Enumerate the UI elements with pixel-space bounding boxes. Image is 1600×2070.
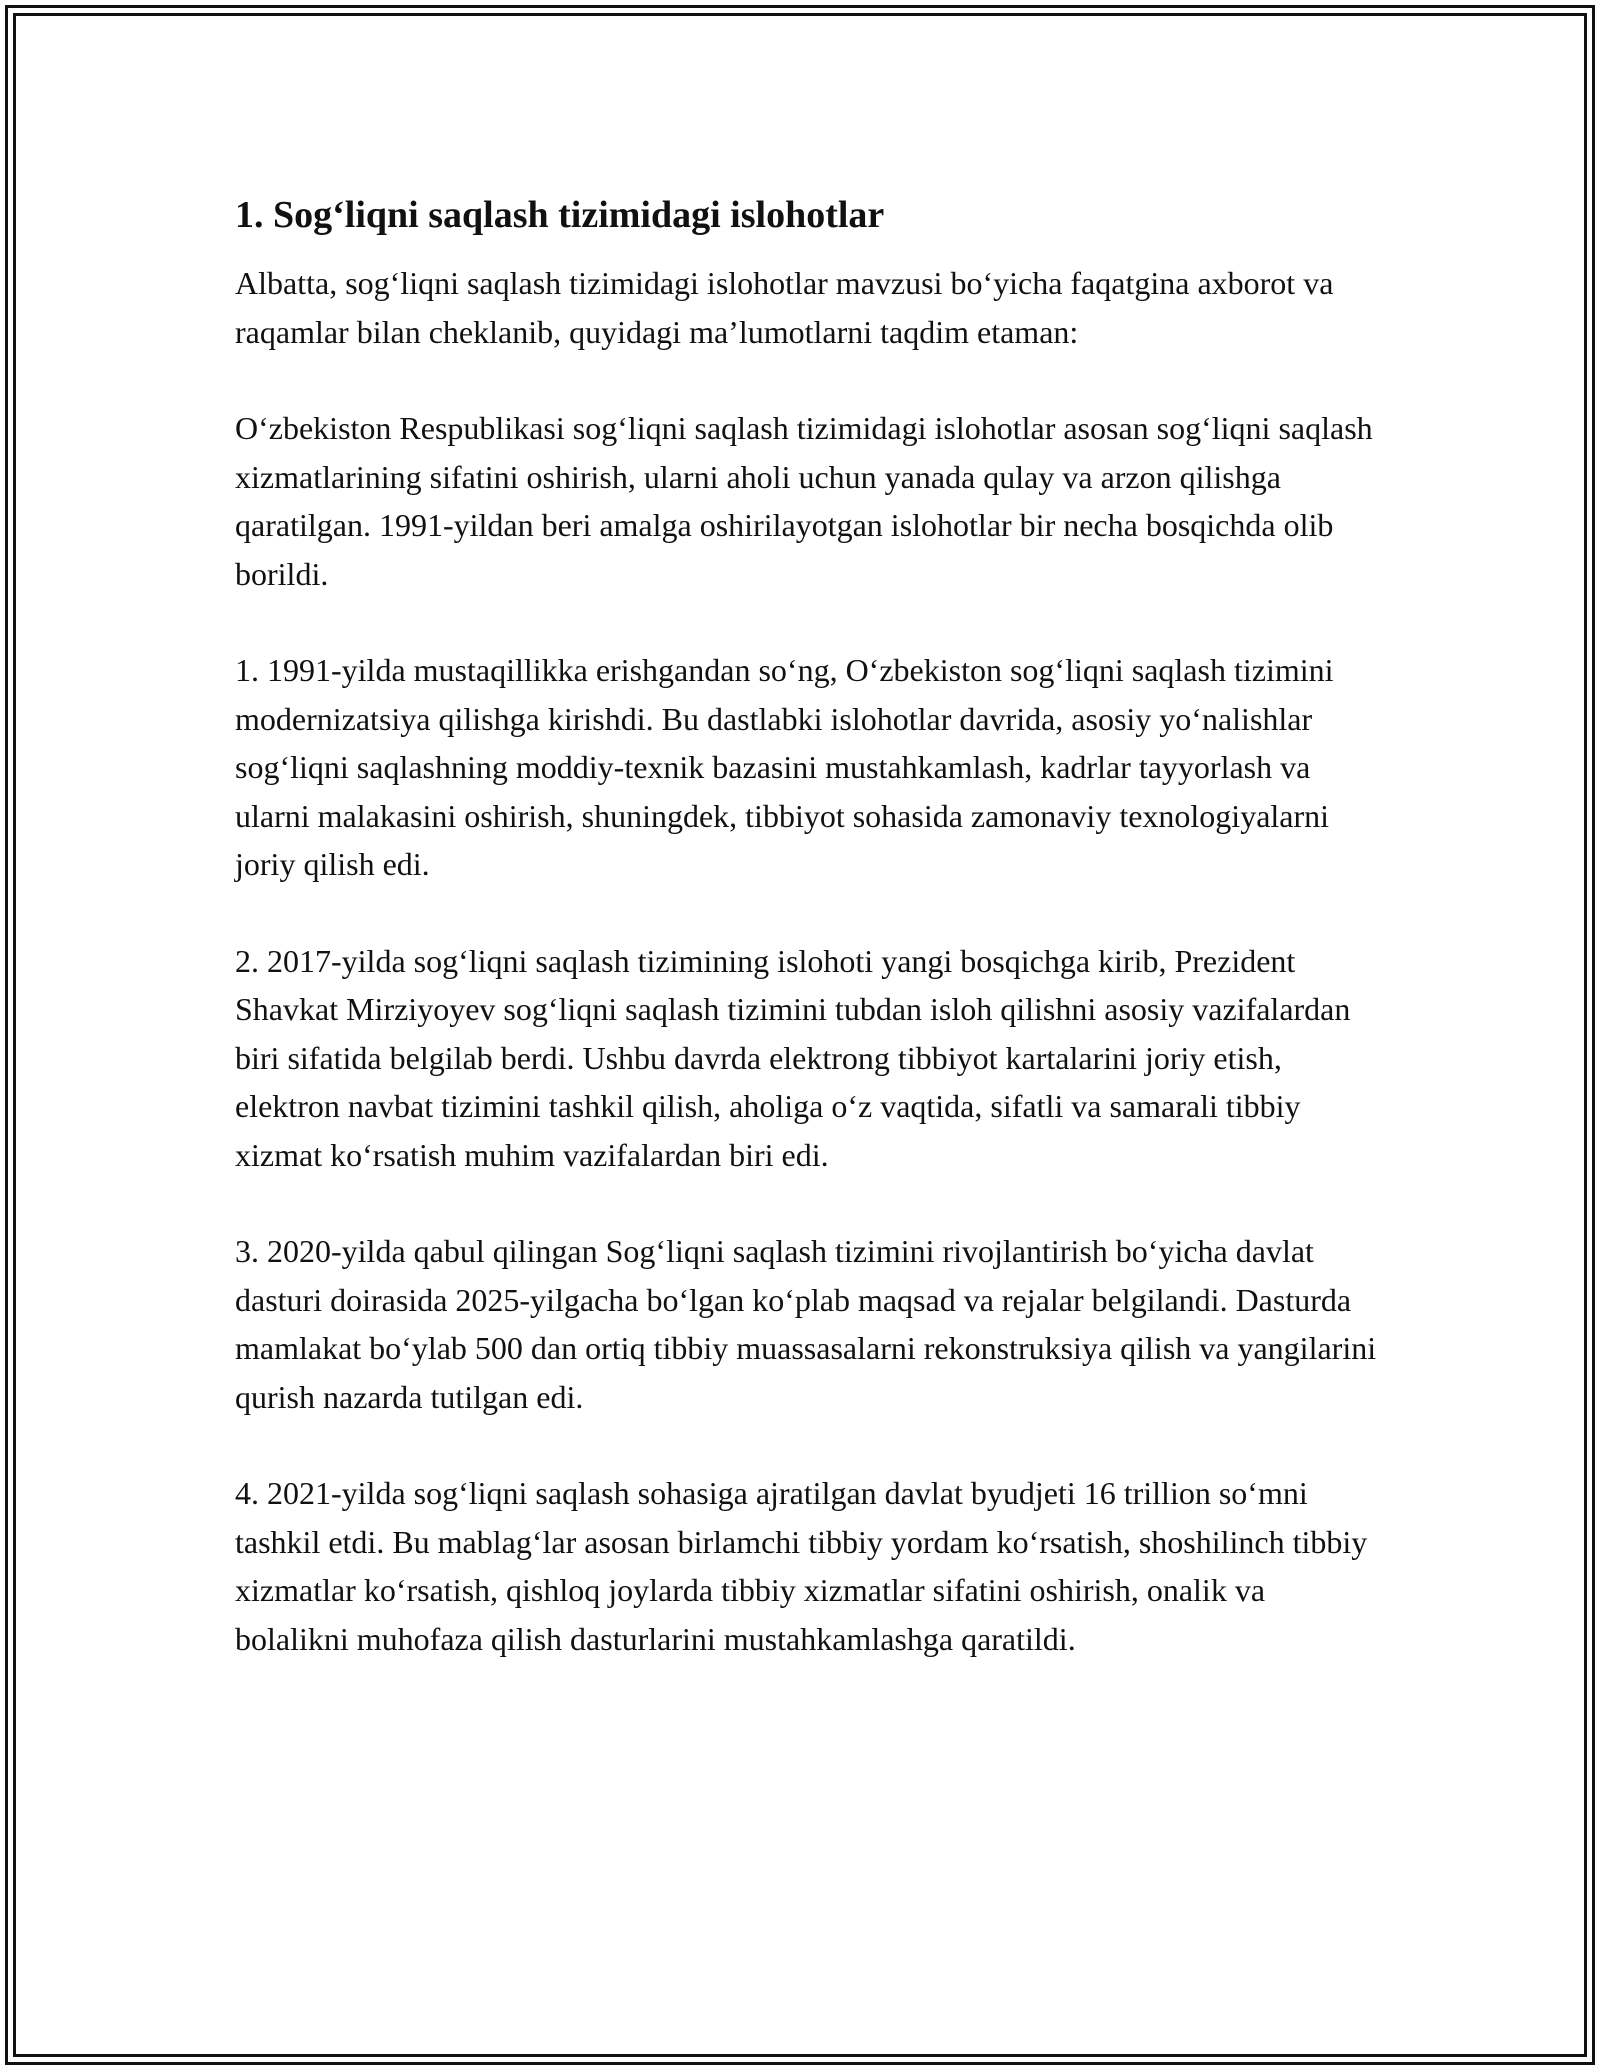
intro-paragraph: Albatta, sog‘liqni saqlash tizimidagi islohotlar mavzusi bo‘yicha faqatgina axborot va raqamlar bilan cheklanib, quyidagi ma’lumotlarni taqdim etaman: <box>235 265 1334 350</box>
document-body <box>235 186 1385 1711</box>
overview-paragraph: O‘zbekiston Respublikasi sog‘liqni saqlash tizimidagi islohotlar asosan sog‘liqni saqlash xizmatlarining sifatini oshirish, ularni aholi uchun yanada qulay va arzon qilishga qaratilgan. 1991-yildan beri amalga oshirilayotgan islohotlar bir necha bosqichda olib borildi. <box>235 410 1373 592</box>
stage-4-paragraph: 4. 2021-yilda sog‘liqni saqlash sohasiga ajratilgan davlat byudjeti 16 trillion so‘mni tashkil etdi. Bu mablag‘lar asosan birlamchi tibbiy yordam ko‘rsatish, shoshilinch tibbiy xizmatlar ko‘rsatish, qishloq joylarda tibbiy xizmatlar sifatini oshirish, onalik va bolalikni muhofaza qilish dasturlarini mustahkamlashga qaratildi. <box>235 1475 1368 1657</box>
document-title: 1. Sog‘liqni saqlash tizimidagi islohotlar <box>235 194 885 236</box>
stage-2-paragraph: 2. 2017-yilda sog‘liqni saqlash tizimining islohoti yangi bosqichga kirib, Prezident Shavkat Mirziyoyev sog‘liqni saqlash tizimini tubdan isloh qilishni asosiy vazifalardan biri sifatida belgilab berdi. Ushbu davrda elektrong tibbiyot kartalarini joriy etish, elektron navbat tizimini tashkil qilish, aholiga o‘z vaqtida, sifatli va samarali tibbiy xizmat ko‘rsatish muhim vazifalardan biri edi. <box>235 942 1351 1173</box>
stage-1-paragraph: 1. 1991-yilda mustaqillikka erishgandan so‘ng, O‘zbekiston sog‘liqni saqlash tizimini modernizatsiya qilishga kirishdi. Bu dastlabki islohotlar davrida, asosiy yo‘nalishlar sog‘liqni saqlashning moddiy-texnik bazasini mustahkamlash, kadrlar tayyorlash va ularni malakasini oshirish, shuningdek, tibbiyot sohasida zamonaviy texnologiyalarni joriy qilish edi. <box>235 652 1334 882</box>
stage-3-paragraph: 3. 2020-yilda qabul qilingan Sog‘liqni saqlash tizimini rivojlantirish bo‘yicha davlat dasturi doirasida 2025-yilgacha bo‘lgan ko‘plab maqsad va rejalar belgilandi. Dasturda mamlakat bo‘ylab 500 dan ortiq tibbiy muassasalarni rekonstruksiya qilish va yangilarini qurish nazarda tutilgan edi. <box>235 1233 1377 1415</box>
